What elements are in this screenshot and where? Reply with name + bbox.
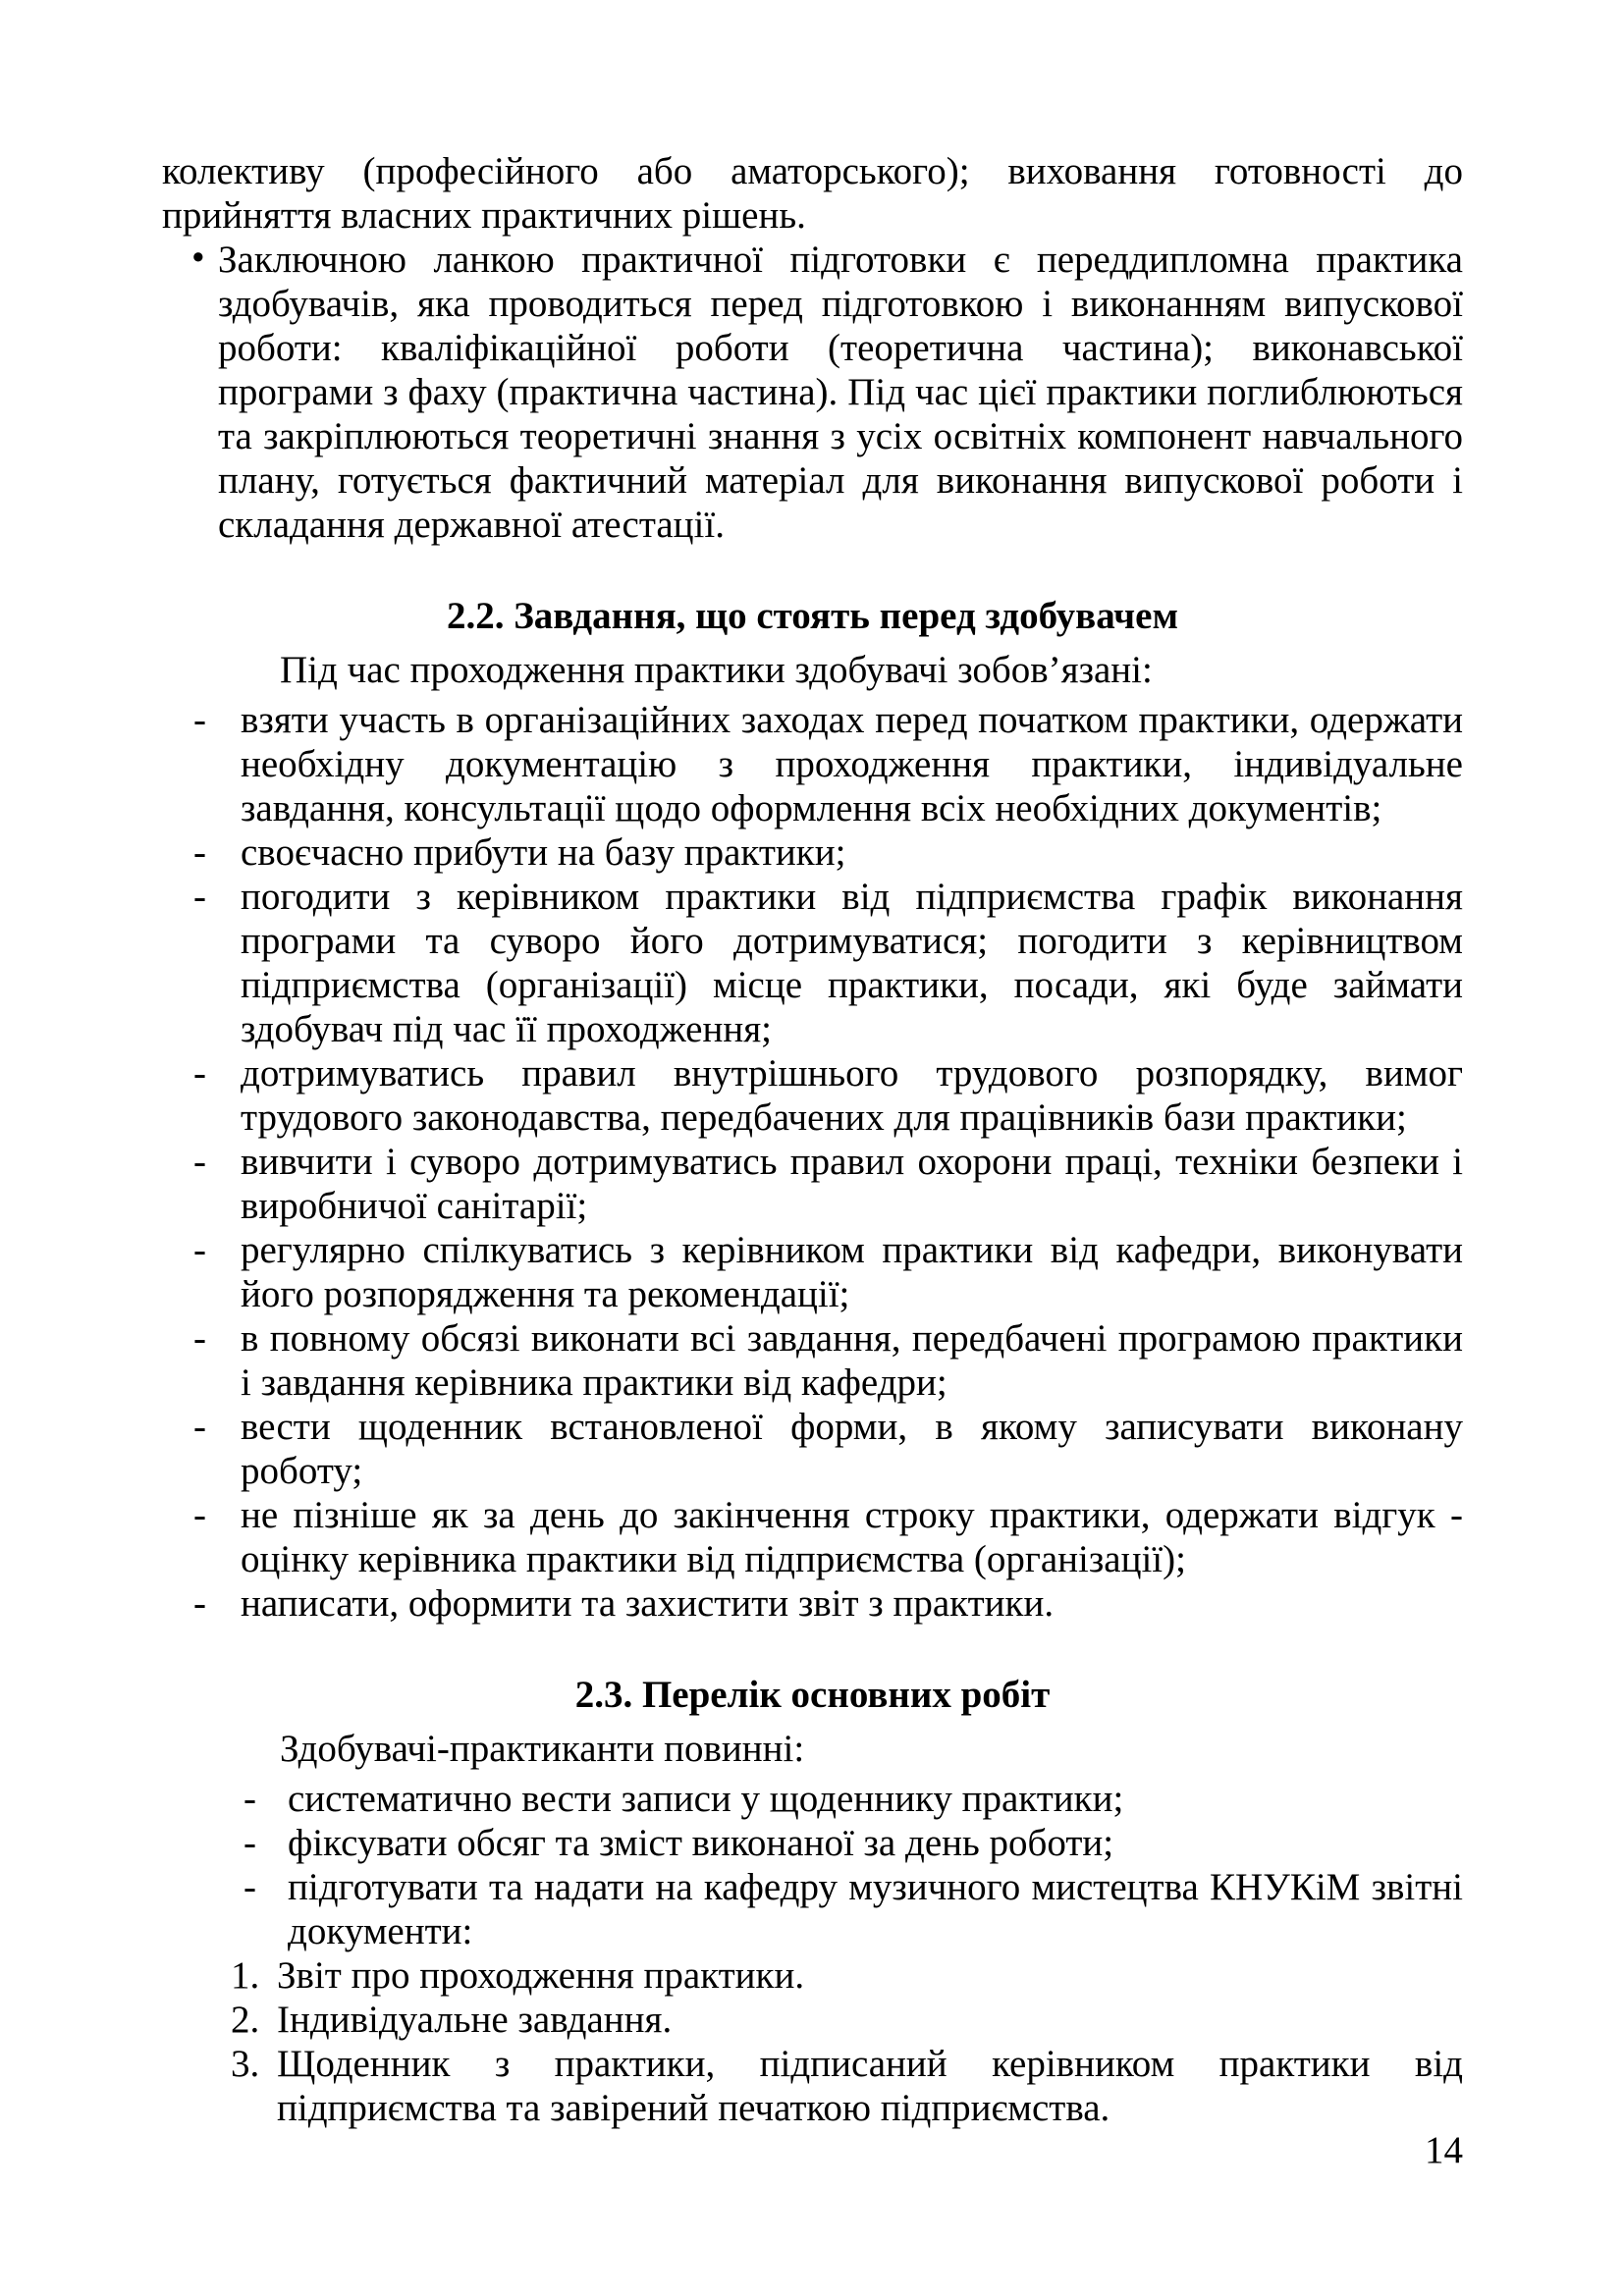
dash-marker-icon: - xyxy=(193,1317,206,1360)
dash-marker-icon: - xyxy=(193,831,206,874)
task-item-text: взяти участь в організаційних заходах перед початком практики, одержати необхідну документацію з проходження практики, індивідуальне завдання, консультації щодо оформлення всіх необхідних документів; xyxy=(241,699,1463,829)
work-item xyxy=(162,1865,1463,1953)
task-item xyxy=(162,875,1463,1051)
dash-marker-icon: - xyxy=(244,1778,256,1820)
numbered-item-text: Щоденник з практики, підписаний керівником практики від підприємства та завірений печаткою підприємства. xyxy=(277,2043,1463,2129)
dash-marker-icon: - xyxy=(244,1866,256,1908)
numbered-item xyxy=(162,1998,1463,2042)
works-lead-paragraph: Здобувачі-практиканти повинні: xyxy=(280,1728,805,1770)
item-number: 2. xyxy=(231,1999,260,2041)
dash-marker-icon: - xyxy=(244,1822,256,1864)
work-item xyxy=(162,1821,1463,1865)
work-item-text: фіксувати обсяг та зміст виконаної за день роботи; xyxy=(288,1822,1114,1864)
task-item-text: дотримуватись правил внутрішнього трудового розпорядку, вимог трудового законодавства, передбачених для працівників бази практики; xyxy=(241,1052,1463,1139)
dash-marker-icon: - xyxy=(193,1052,206,1095)
task-item xyxy=(162,1140,1463,1228)
tasks-lead-paragraph: Під час проходження практики здобувачі зобов’язані: xyxy=(280,649,1153,691)
numbered-item-text: Звіт про проходження практики. xyxy=(277,1954,805,1997)
item-number: 3. xyxy=(231,2043,260,2085)
dash-marker-icon: - xyxy=(193,699,206,741)
task-item xyxy=(162,1316,1463,1405)
task-item-text: вести щоденник встановленої форми, в якому записувати виконану роботу; xyxy=(241,1406,1463,1492)
dash-marker-icon: - xyxy=(193,1406,206,1448)
section-heading-works: 2.3. Перелік основних робіт xyxy=(574,1674,1051,1716)
numbered-item-text: Індивідуальне завдання. xyxy=(277,1999,673,2041)
bullet-list-item xyxy=(191,237,1463,547)
page-number: 14 xyxy=(1425,2129,1463,2171)
section-heading-tasks: 2.2. Завдання, що стоять перед здобувачем xyxy=(446,595,1179,637)
task-item xyxy=(162,1051,1463,1140)
task-item-text: в повному обсязі виконати всі завдання, передбачені програмою практики і завдання керівника практики від кафедри; xyxy=(241,1317,1463,1404)
task-item xyxy=(162,830,1463,875)
dash-marker-icon: - xyxy=(193,1229,206,1271)
dash-marker-icon: - xyxy=(193,1141,206,1183)
tasks-dash-list xyxy=(162,698,1463,1626)
item-number: 1. xyxy=(231,1954,260,1997)
report-documents-list xyxy=(162,1953,1463,2130)
work-item-text: підготувати та надати на кафедру музичного мистецтва КНУКіМ звітні документи: xyxy=(288,1866,1463,1952)
task-item xyxy=(162,1405,1463,1493)
task-item-text: своєчасно прибути на базу практики; xyxy=(241,831,846,874)
task-item xyxy=(162,1581,1463,1626)
task-item-text: погодити з керівником практики від підприємства графік виконання програми та суворо його дотримуватися; погодити з керівництвом підприємства (організації) місце практики, посади, які буде займати здобувач під час її проходження; xyxy=(241,876,1463,1050)
bullet-marker-icon: • xyxy=(191,237,205,279)
task-item-text: не пізніше як за день до закінчення строку практики, одержати відгук - оцінку керівника практики від підприємства (організації); xyxy=(241,1494,1463,1580)
numbered-item xyxy=(162,2042,1463,2130)
task-item xyxy=(162,698,1463,830)
dash-marker-icon: - xyxy=(193,1494,206,1536)
task-item-text: написати, оформити та захистити звіт з практики. xyxy=(241,1582,1055,1625)
bullet-item-text: Заключною ланкою практичної підготовки є переддипломна практика здобувачів, яка проводиться перед підготовкою і виконанням випускової роботи: кваліфікаційної роботи (теоретична частина); виконавської програми з фаху (практична частина). Під час цієї практики поглиблюються та закріплюються теоретичні знання з усіх освітніх компонент навчального плану, готується фактичний матеріал для виконання випускової роботи і складання державної атестації. xyxy=(218,239,1463,546)
task-item xyxy=(162,1228,1463,1316)
task-item xyxy=(162,1493,1463,1581)
works-dash-list xyxy=(162,1777,1463,1953)
document-content xyxy=(162,149,1463,2130)
continuation-paragraph: колективу (професійного або аматорського); виховання готовності до прийняття власних практичних рішень. xyxy=(162,150,1463,237)
numbered-item xyxy=(162,1953,1463,1998)
work-item-text: систематично вести записи у щоденнику практики; xyxy=(288,1778,1124,1820)
task-item-text: регулярно спілкуватись з керівником практики від кафедри, виконувати його розпорядження та рекомендації; xyxy=(241,1229,1463,1315)
dash-marker-icon: - xyxy=(193,1582,206,1625)
dash-marker-icon: - xyxy=(193,876,206,918)
task-item-text: вивчити і суворо дотримуватись правил охорони праці, техніки безпеки і виробничої санітарії; xyxy=(241,1141,1463,1227)
work-item xyxy=(162,1777,1463,1821)
